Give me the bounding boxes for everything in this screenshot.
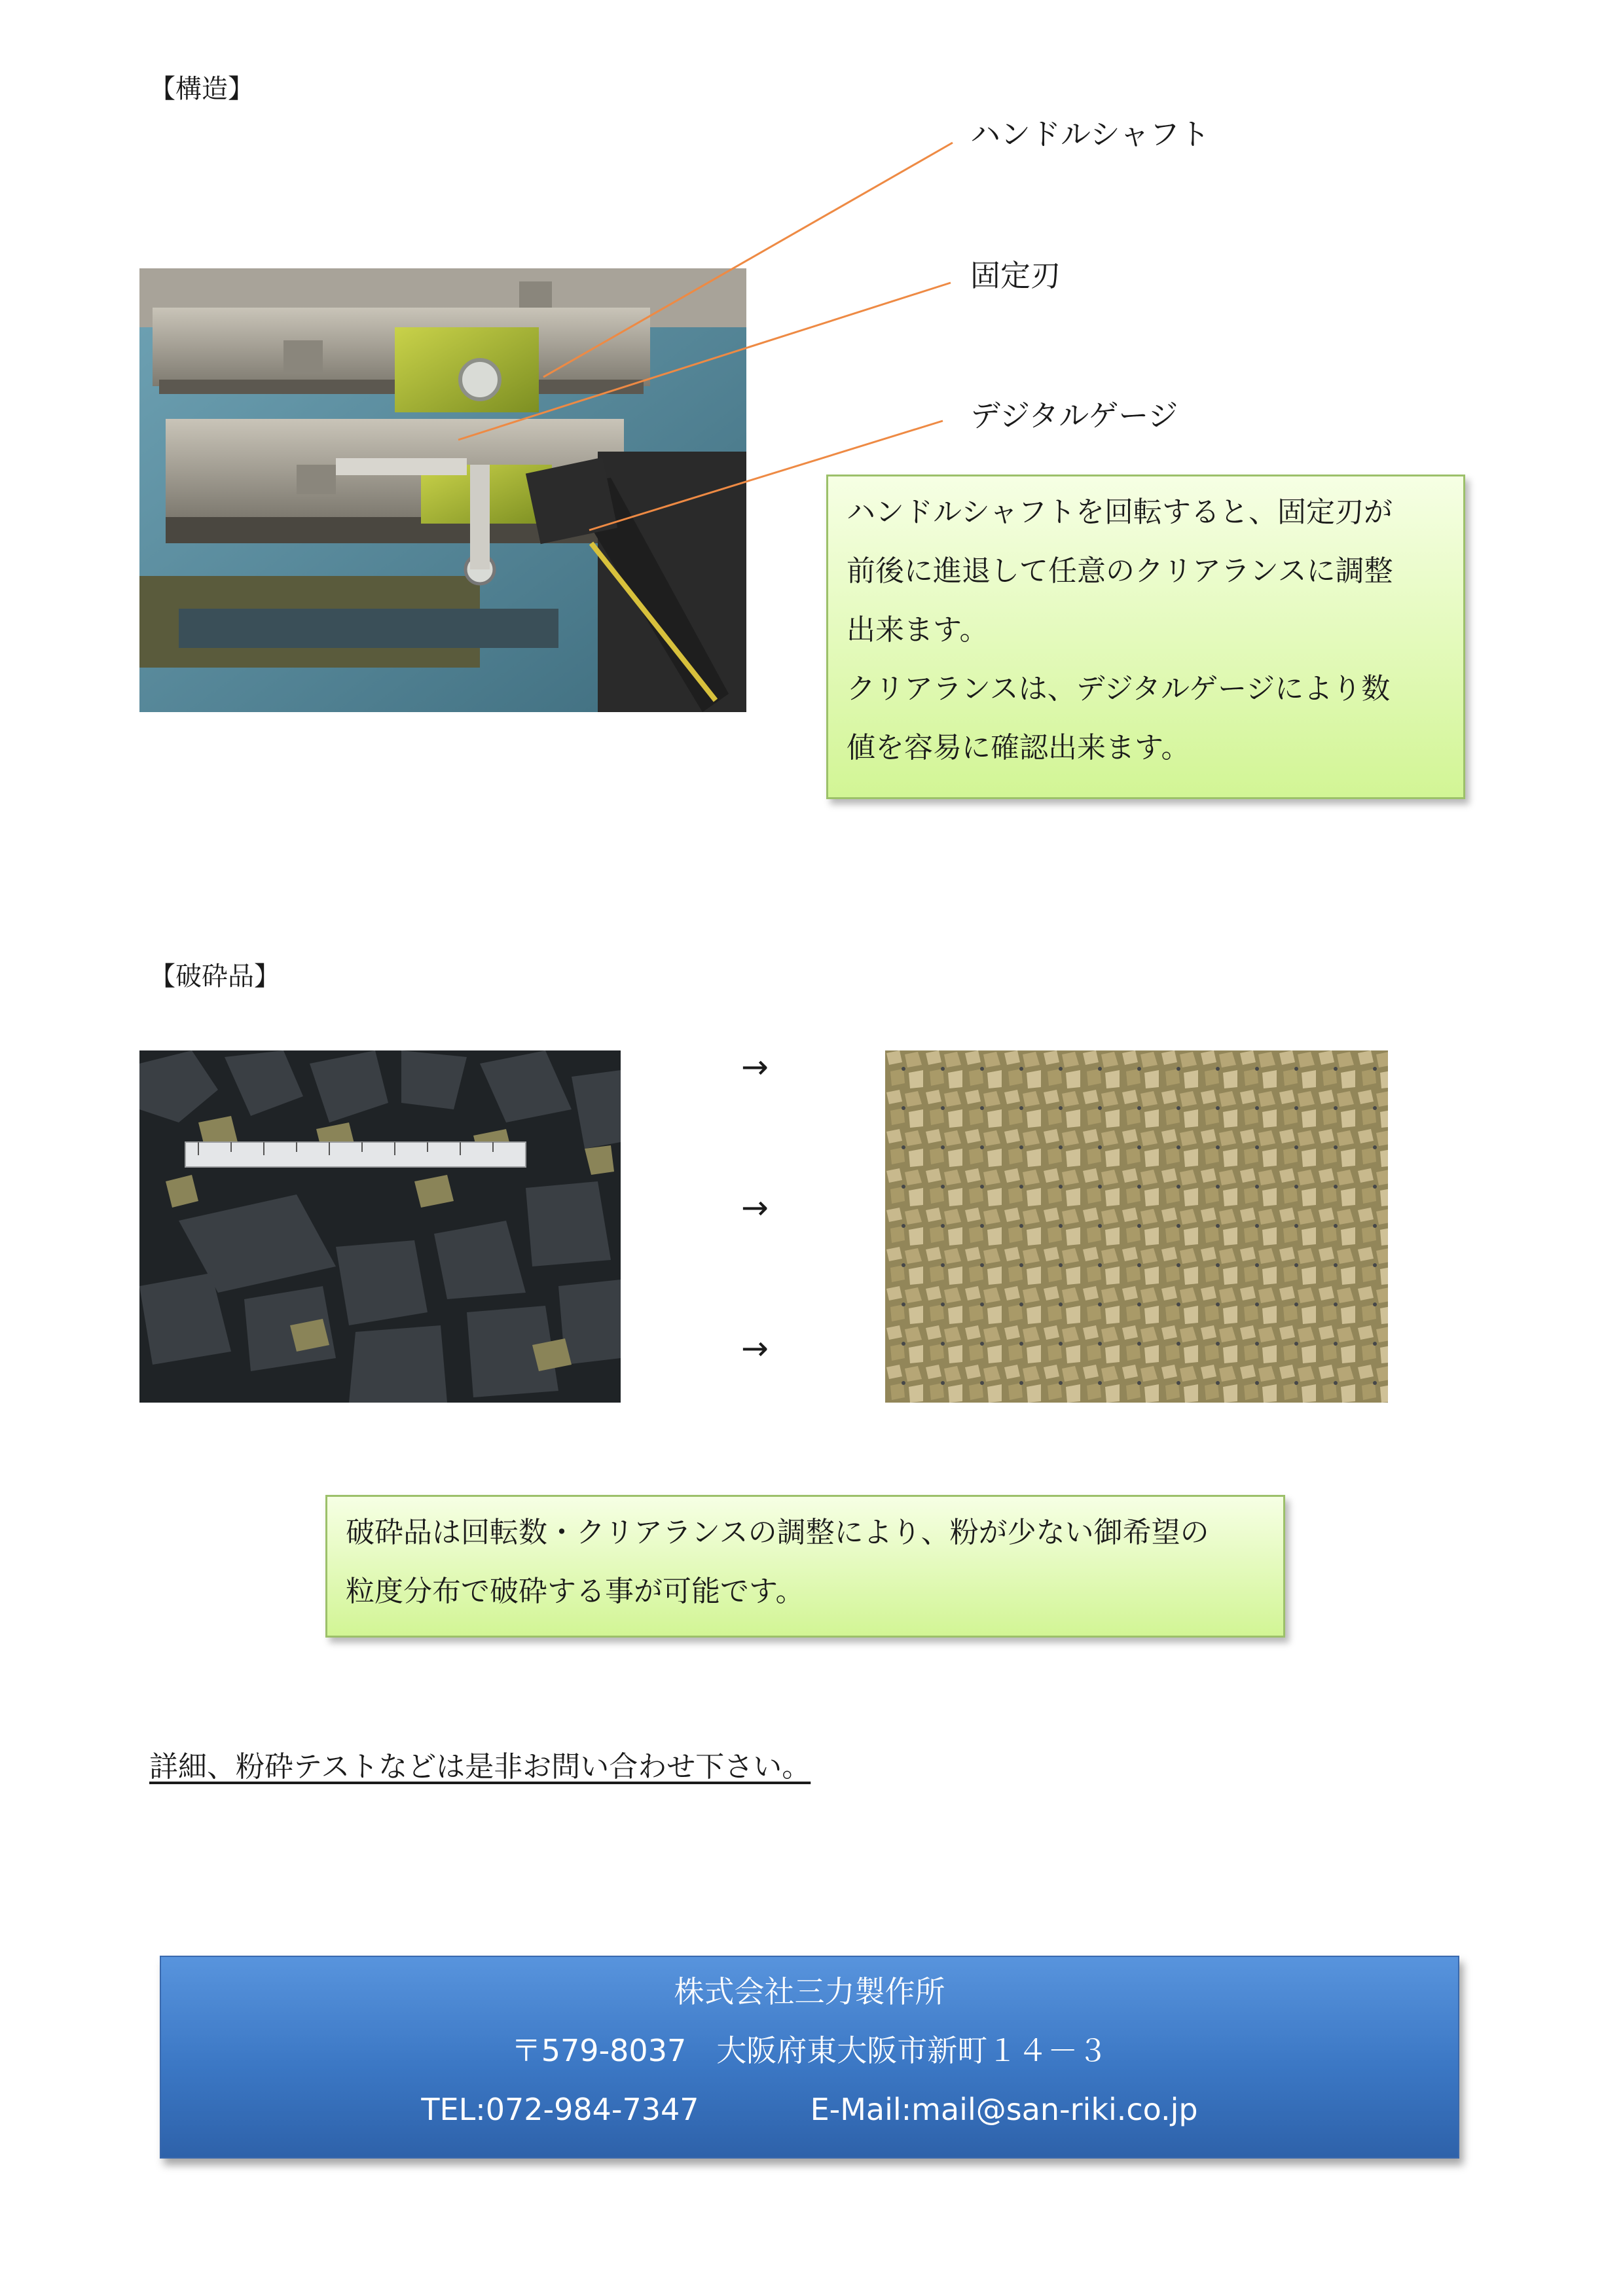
- structure-note-box: [826, 475, 1465, 799]
- inquiry-text: 詳細、粉砕テストなどは是非お問い合わせ下さい。: [149, 1750, 811, 1784]
- contact-email[interactable]: E-Mail:mail@san-riki.co.jp: [810, 2092, 1198, 2127]
- crushed-note-line: 破砕品は回転数・クリアランスの調整により、粉が少ない御希望の: [346, 1516, 1209, 1549]
- callout-digital-gauge: デジタルゲージ: [970, 398, 1178, 433]
- crushed-note-line: 粒度分布で破砕する事が可能です。: [346, 1575, 805, 1608]
- arrow-1: →: [741, 1048, 769, 1086]
- structure-note-line: 値を容易に確認出来ます。: [847, 731, 1190, 764]
- crushed-note-box: [325, 1495, 1285, 1638]
- contact-row: [161, 2080, 1458, 2139]
- contact-tel: TEL:072-984-7347: [421, 2092, 699, 2127]
- coarse-material-photo: [139, 1050, 621, 1403]
- crushed-heading: 【破砕品】: [149, 961, 280, 992]
- arrow-3: →: [741, 1329, 769, 1367]
- contact-box: [160, 1956, 1459, 2159]
- arrow-2: →: [741, 1189, 769, 1227]
- structure-note-line: クリアランスは、デジタルゲージにより数: [847, 672, 1391, 706]
- callout-handle-shaft: ハンドルシャフト: [970, 117, 1210, 152]
- structure-note-line: 前後に進退して任意のクリアランスに調整: [847, 554, 1393, 588]
- structure-note-line: 出来ます。: [847, 613, 989, 647]
- company-name: 株式会社三力製作所: [674, 1974, 945, 2009]
- company-address: 〒579-8037 大阪府東大阪市新町１４－３: [511, 2033, 1108, 2068]
- structure-note-line: ハンドルシャフトを回転すると、固定刃が: [847, 495, 1393, 529]
- leader-line-handle-shaft: [543, 143, 953, 377]
- leader-line-fixed-blade: [458, 283, 951, 440]
- callout-fixed-blade: 固定刃: [970, 258, 1061, 293]
- structure-heading: 【構造】: [149, 74, 254, 104]
- crushed-material-photo: [885, 1050, 1388, 1403]
